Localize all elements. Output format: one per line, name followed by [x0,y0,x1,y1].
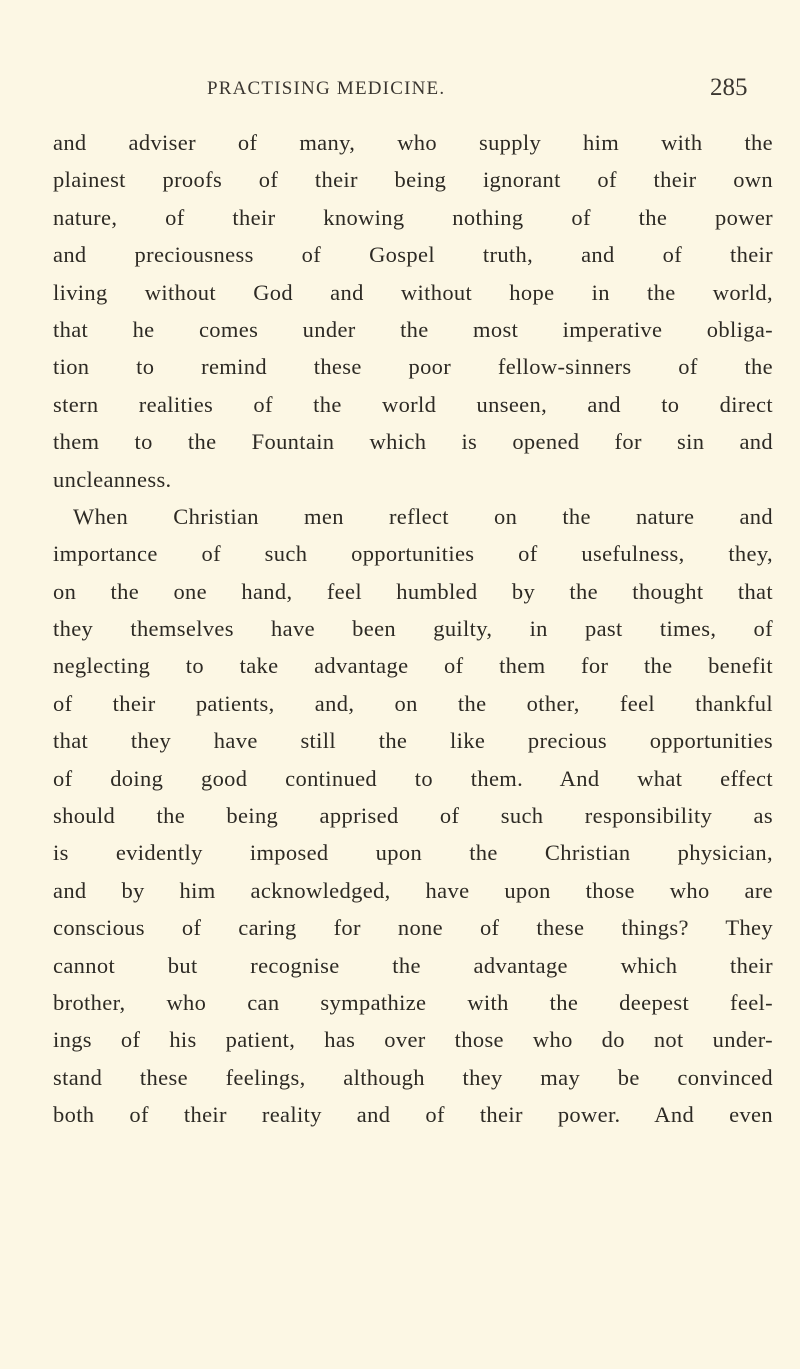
text-line: ings of his patient, has over those who do not under- [53,1027,773,1053]
text-line-paragraph-start: When Christian men reflect on the nature and [73,503,773,529]
running-title: PRACTISING MEDICINE. [207,78,446,99]
text-line: on the one hand, feel humbled by the thought that [53,578,773,604]
text-line: stand these feelings, although they may be convinced [53,1064,773,1090]
text-line: brother, who can sympathize with the deepest feel- [53,989,773,1015]
text-line: importance of such opportunities of usefulness, they, [53,541,773,567]
text-line: living without God and without hope in the world, [53,279,773,305]
text-line: and adviser of many, who supply him with the [53,130,773,155]
text-line: plainest proofs of their being ignorant of their own [53,167,773,193]
text-line: neglecting to take advantage of them for the benefit [53,653,773,679]
body-text [53,124,773,1134]
text-line: nature, of their knowing nothing of the power [53,204,773,230]
text-line: them to the Fountain which is opened for sin and [53,429,773,455]
text-line: should the being apprised of such responsibility as [53,803,773,829]
text-line: that they have still the like precious opportunities [53,728,773,754]
page-number: 285 [710,74,748,101]
text-line: both of their reality and of their power. And even [53,1102,773,1128]
text-line: tion to remind these poor fellow-sinners of the [53,354,773,380]
text-line: stern realities of the world unseen, and to direct [53,391,773,417]
text-line: of doing good continued to them. And what effect [53,765,773,791]
text-line: they themselves have been guilty, in past times, of [53,616,773,642]
text-line: and by him acknowledged, have upon those who are [53,877,773,903]
text-line: and preciousness of Gospel truth, and of their [53,242,773,268]
text-line: that he comes under the most imperative obliga- [53,316,773,342]
text-line: conscious of caring for none of these things? They [53,915,773,941]
text-line-paragraph-end: uncleanness. [53,466,172,492]
text-line: cannot but recognise the advantage which their [53,952,773,978]
text-line: of their patients, and, on the other, feel thankful [53,690,773,716]
text-line: is evidently imposed upon the Christian physician, [53,840,773,866]
